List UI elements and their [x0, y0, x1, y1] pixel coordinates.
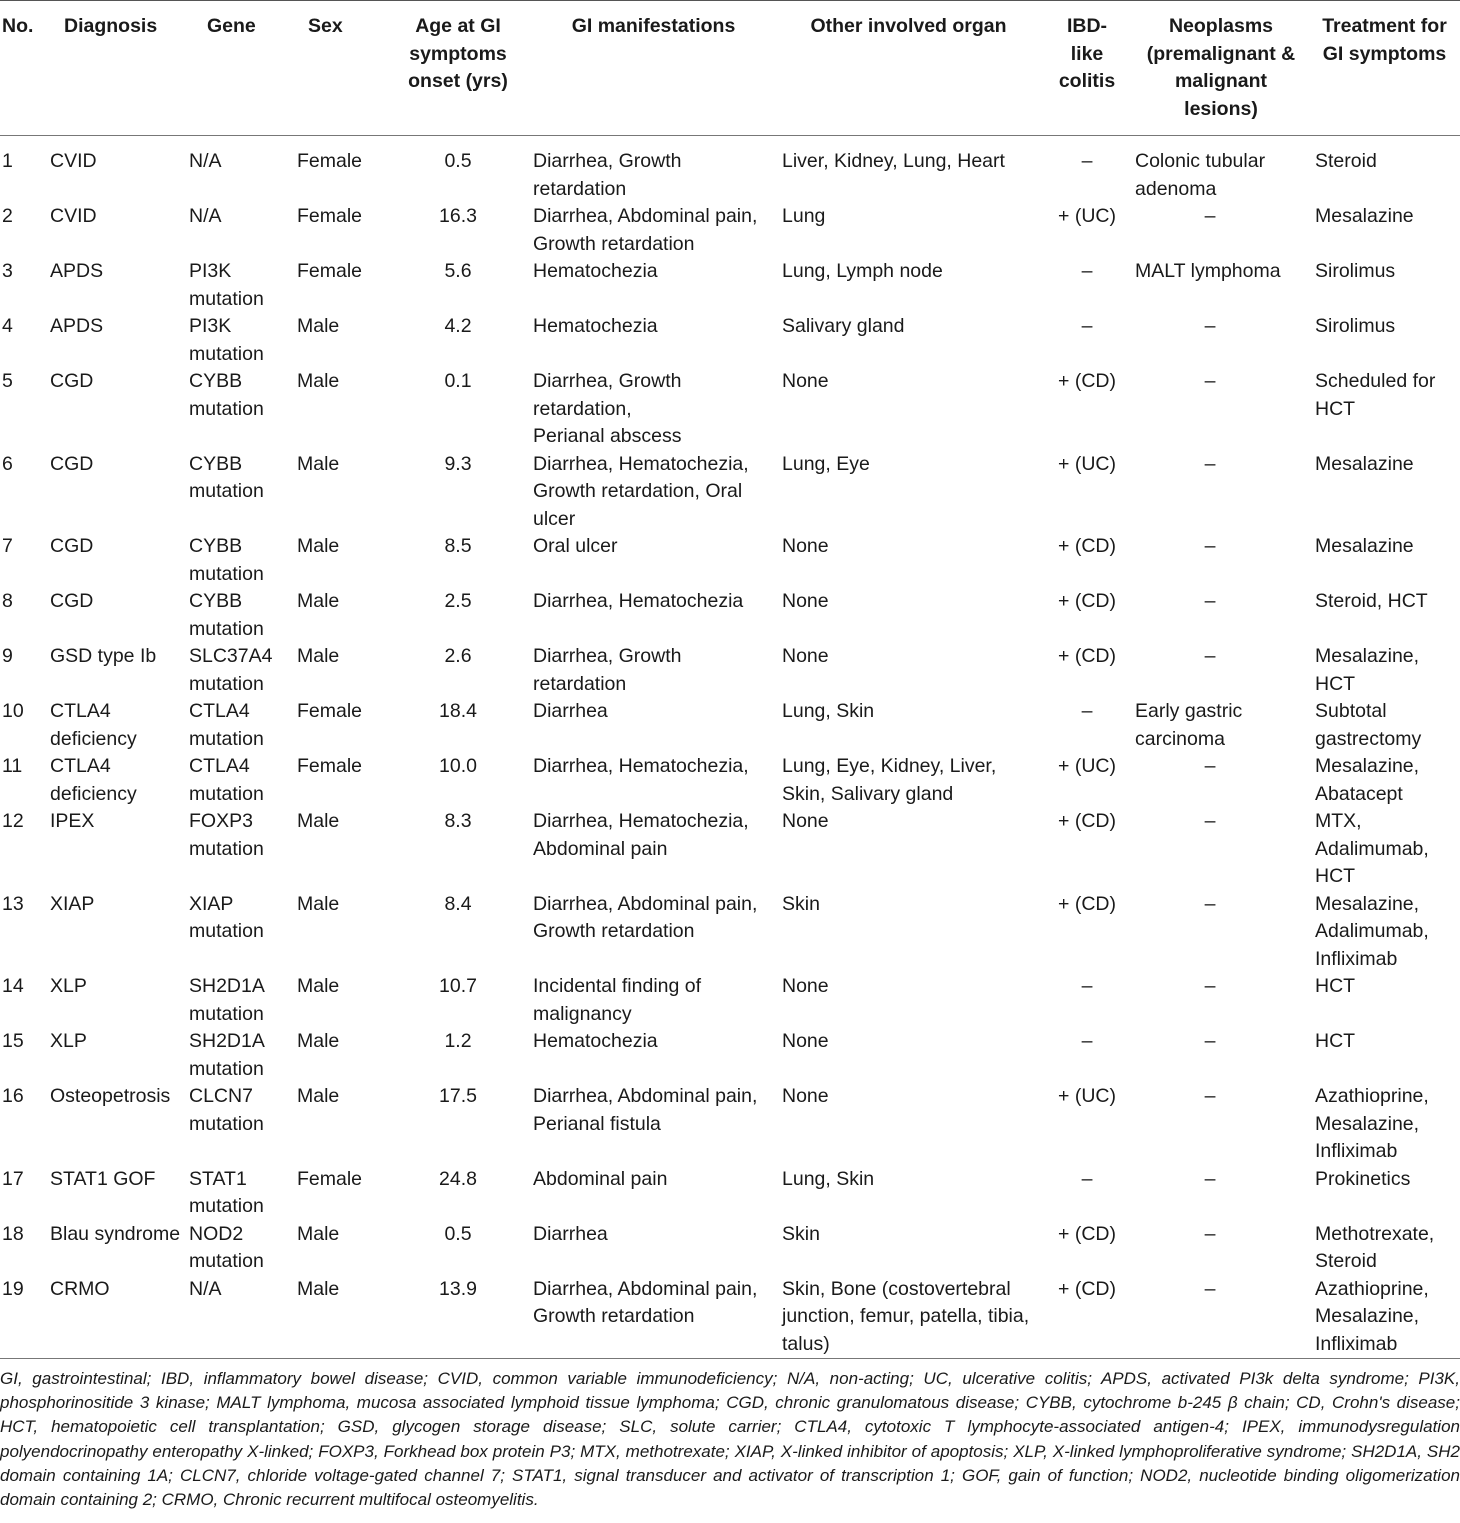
cell-age: 5.6 [444, 260, 472, 282]
cell-age: 24.8 [439, 1167, 477, 1190]
cell-sex: Female [297, 205, 363, 227]
cell-treatment: Sirolimus [1315, 315, 1396, 337]
cell-ibd: + (CD) [1058, 1277, 1116, 1300]
cell-other-organ: None [782, 370, 829, 392]
cell-ibd: – [1081, 975, 1093, 997]
cell-ibd: + (CD) [1058, 535, 1116, 557]
cell-other-organ: Lung, Eye [782, 452, 870, 475]
cell-treatment: Prokinetics [1315, 1167, 1411, 1190]
cell-diagnosis: CGD [50, 590, 94, 612]
table-body [0, 136, 1460, 1359]
table-row [0, 1221, 1460, 1276]
cell-treatment: Scheduled for HCT [1315, 370, 1436, 420]
cell-diagnosis: APDS [50, 260, 104, 282]
cell-sex: Female [297, 755, 363, 777]
cell-sex: Male [297, 315, 340, 337]
cell-age: 0.5 [444, 1222, 472, 1245]
cell-other-organ: Lung, Skin [782, 700, 875, 722]
header-age: Age at GI symptoms onset (yrs) [385, 1, 531, 136]
cell-gene: SH2D1A mutation [189, 1030, 264, 1080]
cell-other-organ: None [782, 1030, 829, 1052]
cell-neoplasm: Early gastric carcinoma [1135, 700, 1243, 750]
table-row [0, 1083, 1460, 1166]
cell-gi-manifestations: Diarrhea [533, 1222, 608, 1245]
table-row [0, 588, 1460, 643]
cell-no: 5 [2, 370, 13, 392]
header-ibd: IBD-like colitis [1041, 1, 1133, 136]
cell-age: 8.4 [444, 892, 472, 915]
cell-gi-manifestations: Abdominal pain [533, 1167, 668, 1190]
cell-gi-manifestations: Diarrhea, Growth retardation [533, 150, 682, 200]
cell-no: 11 [2, 755, 23, 777]
cell-no: 6 [2, 452, 13, 475]
cell-gi-manifestations: Diarrhea, Hematochezia, Abdominal pain [533, 810, 749, 860]
cell-neoplasm: – [1204, 452, 1216, 475]
cell-age: 13.9 [439, 1277, 477, 1300]
header-diagnosis: Diagnosis [50, 1, 187, 136]
cell-sex: Male [297, 370, 340, 392]
cell-age: 2.6 [444, 645, 472, 667]
cell-neoplasm: – [1204, 370, 1216, 392]
cell-treatment: Subtotal gastrectomy [1315, 700, 1422, 750]
table-row [0, 203, 1460, 258]
table-row [0, 1166, 1460, 1221]
cell-gi-manifestations: Diarrhea, Abdominal pain, Growth retardation [533, 205, 758, 255]
cell-age: 9.3 [444, 452, 472, 475]
cell-gi-manifestations: Diarrhea, Hematochezia [533, 590, 744, 612]
cell-sex: Male [297, 452, 340, 475]
cell-treatment: Azathioprine, Mesalazine, Infliximab [1315, 1085, 1429, 1162]
cell-gi-manifestations: Diarrhea, Growth retardation [533, 645, 682, 695]
cell-gene: CYBB mutation [189, 535, 264, 585]
cell-diagnosis: Blau syndrome [50, 1222, 181, 1245]
cell-no: 13 [2, 892, 24, 915]
cell-age: 0.5 [444, 150, 472, 172]
cell-other-organ: Liver, Kidney, Lung, Heart [782, 150, 1005, 172]
cell-no: 1 [2, 150, 13, 172]
cell-diagnosis: CGD [50, 535, 94, 557]
header-row [0, 1, 1460, 136]
cell-ibd: + (CD) [1058, 810, 1116, 832]
cell-other-organ: None [782, 590, 829, 612]
cell-no: 7 [2, 535, 13, 557]
cell-sex: Male [297, 1277, 340, 1300]
cell-diagnosis: XLP [50, 1030, 87, 1052]
cell-no: 9 [2, 645, 13, 667]
cell-neoplasm: – [1204, 590, 1216, 612]
cell-treatment: Mesalazine, Abatacept [1315, 755, 1420, 805]
cell-no: 12 [2, 810, 24, 832]
cell-other-organ: Lung, Eye, Kidney, Liver, Skin, Salivary gland [782, 755, 997, 805]
cell-sex: Male [297, 535, 340, 557]
cell-gene: XIAP mutation [189, 892, 264, 942]
cell-gene: SLC37A4 mutation [189, 645, 273, 695]
cell-no: 17 [2, 1167, 24, 1190]
table-row [0, 808, 1460, 891]
cell-gene: N/A [189, 150, 222, 172]
cell-gi-manifestations: Diarrhea, Abdominal pain, Growth retardation [533, 892, 758, 942]
table-row [0, 973, 1460, 1028]
cell-sex: Female [297, 150, 363, 172]
cell-neoplasm: – [1204, 1085, 1216, 1107]
cell-neoplasm: Colonic tubular adenoma [1135, 150, 1266, 200]
cell-diagnosis: CRMO [50, 1277, 110, 1300]
cell-gene: CTLA4 mutation [189, 755, 264, 805]
cell-treatment: Sirolimus [1315, 260, 1396, 282]
cell-age: 10.7 [439, 975, 477, 997]
cell-diagnosis: CVID [50, 150, 97, 172]
table-row [0, 643, 1460, 698]
footnote: GI, gastrointestinal; IBD, inflammatory bowel disease; CVID, common variable immunodeficiency; N/A, non-acting; UC, ulcerative colitis; APDS, activated PI3k delta syndrome; PI3K, phosphorinositide 3 kinase; MALT lymphoma, mucosa associated lymphoid tissue lymphoma; CGD, chronic granulomatous disease; CYBB, cytochrome b-245 β chain; CD, Crohn's disease; HCT, hematopoietic cell transplantation; GSD, glycogen storage disease; SLC, solute carrier; CTLA4, cytotoxic T lymphocyte-associated antigen-4; IPEX, immunodysregulation polyendocrinopathy enteropathy X-linked; FOXP3, Forkhead box protein P3; MTX, methotrexate; XIAP, X-linked inhibitor of apoptosis; XLP, X-linked lymphoproliferative syndrome; SH2D1A, SH2 domain containing 1A; CLCN7, chloride voltage-gated channel 7; STAT1, signal transducer and activator of transcription 1; GOF, gain of function; NOD2, nucleotide binding oligomerization domain containing 2; CRMO, Chronic recurrent multifocal osteomyelitis. [0, 1358, 1460, 1512]
cell-diagnosis: XIAP [50, 892, 95, 915]
cell-gene: CLCN7 mutation [189, 1085, 264, 1135]
cell-sex: Female [297, 260, 363, 282]
cell-neoplasm: – [1204, 1277, 1216, 1300]
cell-age: 1.2 [444, 1030, 472, 1052]
cell-treatment: Mesalazine, Adalimumab, Infliximab [1315, 892, 1429, 970]
cell-sex: Male [297, 590, 340, 612]
cell-ibd: + (CD) [1058, 645, 1116, 667]
cell-age: 2.5 [444, 590, 472, 612]
cell-other-organ: Salivary gland [782, 315, 905, 337]
cell-ibd: – [1081, 150, 1093, 172]
cell-treatment: Mesalazine, HCT [1315, 645, 1420, 695]
cell-ibd: – [1081, 315, 1093, 337]
cell-gi-manifestations: Hematochezia [533, 315, 658, 337]
cell-neoplasm: – [1204, 892, 1216, 915]
header-treatment: Treatment for GI symptoms [1309, 1, 1460, 136]
cell-sex: Male [297, 810, 340, 832]
cell-sex: Female [297, 1167, 363, 1190]
cell-neoplasm: – [1204, 535, 1216, 557]
header-gi-manifestations: GI manifestations [531, 1, 776, 136]
cell-neoplasm: – [1204, 645, 1216, 667]
cell-no: 10 [2, 700, 24, 722]
cell-age: 17.5 [439, 1085, 477, 1107]
cell-other-organ: None [782, 645, 829, 667]
cell-neoplasm: – [1204, 975, 1216, 997]
cell-diagnosis: STAT1 GOF [50, 1167, 156, 1190]
cell-sex: Male [297, 1030, 340, 1052]
cell-treatment: HCT [1315, 1030, 1356, 1052]
cell-ibd: + (CD) [1058, 590, 1116, 612]
cell-diagnosis: CVID [50, 205, 97, 227]
cell-no: 16 [2, 1085, 24, 1107]
cell-treatment: Azathioprine, Mesalazine, Infliximab [1315, 1277, 1429, 1355]
cell-age: 18.4 [439, 700, 477, 722]
cell-other-organ: None [782, 1085, 829, 1107]
cell-other-organ: Skin, Bone (costovertebral junction, femur, patella, tibia, talus) [782, 1277, 1030, 1355]
cell-no: 15 [2, 1030, 24, 1052]
cell-gi-manifestations: Diarrhea, Hematochezia, Growth retardation, Oral ulcer [533, 452, 749, 530]
cell-diagnosis: IPEX [50, 810, 95, 832]
cell-ibd: – [1081, 260, 1093, 282]
cell-other-organ: Lung [782, 205, 826, 227]
cell-age: 10.0 [439, 755, 477, 777]
cell-gi-manifestations: Incidental finding of malignancy [533, 975, 702, 1025]
table-row [0, 136, 1460, 204]
cell-ibd: + (UC) [1058, 755, 1116, 777]
cell-gene: SH2D1A mutation [189, 975, 264, 1025]
cell-other-organ: Skin [782, 892, 820, 915]
cell-neoplasm: MALT lymphoma [1135, 260, 1281, 282]
cell-gi-manifestations: Diarrhea [533, 700, 608, 722]
cell-treatment: MTX, Adalimumab, HCT [1315, 810, 1429, 887]
cell-gi-manifestations: Diarrhea, Hematochezia, [533, 755, 749, 777]
cell-diagnosis: APDS [50, 315, 104, 337]
cell-diagnosis: CGD [50, 452, 94, 475]
cell-diagnosis: CGD [50, 370, 94, 392]
cell-ibd: – [1081, 1030, 1093, 1052]
table-row [0, 1276, 1460, 1359]
cell-no: 8 [2, 590, 13, 612]
cell-other-organ: None [782, 810, 829, 832]
cell-other-organ: Skin [782, 1222, 820, 1245]
cell-neoplasm: – [1204, 315, 1216, 337]
cell-gene: CYBB mutation [189, 590, 264, 640]
cell-treatment: HCT [1315, 975, 1356, 997]
cell-neoplasm: – [1204, 1222, 1216, 1245]
cell-no: 18 [2, 1222, 24, 1245]
header-sex: Sex [295, 1, 385, 136]
cell-gi-manifestations: Diarrhea, Abdominal pain, Growth retardation [533, 1277, 758, 1327]
cell-treatment: Steroid, HCT [1315, 590, 1428, 612]
table-row [0, 1028, 1460, 1083]
cell-no: 2 [2, 205, 13, 227]
cell-diagnosis: CTLA4 deficiency [50, 755, 137, 805]
cell-gene: PI3K mutation [189, 315, 264, 365]
cell-treatment: Mesalazine [1315, 452, 1414, 475]
cell-no: 3 [2, 260, 13, 282]
cell-gene: FOXP3 mutation [189, 810, 264, 860]
cell-age: 16.3 [439, 205, 477, 227]
header-neoplasm: Neoplasms (premalignant & malignant lesions) [1133, 1, 1309, 136]
cell-ibd: – [1081, 700, 1093, 722]
table-row [0, 313, 1460, 368]
cell-gene: NOD2 mutation [189, 1222, 264, 1272]
cell-ibd: + (CD) [1058, 370, 1116, 392]
cell-neoplasm: – [1204, 205, 1216, 227]
cell-sex: Female [297, 700, 363, 722]
cell-gene: CYBB mutation [189, 452, 264, 502]
cell-gi-manifestations: Diarrhea, Growth retardation, Perianal abscess [533, 370, 682, 447]
cell-diagnosis: XLP [50, 975, 87, 997]
cell-gene: N/A [189, 205, 222, 227]
cell-diagnosis: GSD type Ib [50, 645, 157, 667]
cell-gene: STAT1 mutation [189, 1167, 264, 1217]
cell-ibd: + (UC) [1058, 1085, 1116, 1107]
cell-age: 0.1 [444, 370, 472, 392]
cell-other-organ: Lung, Lymph node [782, 260, 943, 282]
cell-other-organ: None [782, 975, 829, 997]
cell-ibd: + (UC) [1058, 205, 1116, 227]
cell-diagnosis: Osteopetrosis [50, 1085, 171, 1107]
table-row [0, 258, 1460, 313]
cell-no: 14 [2, 975, 24, 997]
cell-treatment: Steroid [1315, 150, 1377, 172]
header-other-organ: Other involved organ [776, 1, 1041, 136]
cell-gene: N/A [189, 1277, 222, 1300]
cell-neoplasm: – [1204, 810, 1216, 832]
table-row [0, 753, 1460, 808]
cell-sex: Male [297, 892, 340, 915]
cell-treatment: Mesalazine [1315, 205, 1414, 227]
cell-other-organ: Lung, Skin [782, 1167, 875, 1190]
table-row [0, 368, 1460, 451]
cell-treatment: Methotrexate, Steroid [1315, 1222, 1435, 1272]
cell-treatment: Mesalazine [1315, 535, 1414, 557]
cell-gi-manifestations: Hematochezia [533, 1030, 658, 1052]
table-row [0, 451, 1460, 534]
cell-neoplasm: – [1204, 1030, 1216, 1052]
cell-neoplasm: – [1204, 1167, 1216, 1190]
cell-age: 8.5 [444, 535, 472, 557]
cell-gi-manifestations: Diarrhea, Abdominal pain, Perianal fistula [533, 1085, 758, 1135]
cell-gi-manifestations: Oral ulcer [533, 535, 618, 557]
cell-ibd: + (CD) [1058, 1222, 1116, 1245]
cell-ibd: + (CD) [1058, 892, 1116, 915]
table-row [0, 891, 1460, 974]
cell-other-organ: None [782, 535, 829, 557]
cell-gene: CTLA4 mutation [189, 700, 264, 750]
header-no: No. [0, 1, 50, 136]
cell-gene: CYBB mutation [189, 370, 264, 420]
cell-age: 8.3 [444, 810, 472, 832]
cell-sex: Male [297, 975, 340, 997]
cell-ibd: + (UC) [1058, 452, 1116, 475]
cell-gene: PI3K mutation [189, 260, 264, 310]
cell-gi-manifestations: Hematochezia [533, 260, 658, 282]
cell-sex: Male [297, 645, 340, 667]
cell-no: 19 [2, 1277, 24, 1300]
cell-neoplasm: – [1204, 755, 1216, 777]
cell-sex: Male [297, 1222, 340, 1245]
cell-age: 4.2 [444, 315, 472, 337]
table-row [0, 698, 1460, 753]
cell-sex: Male [297, 1085, 340, 1107]
table-row [0, 533, 1460, 588]
cell-no: 4 [2, 315, 13, 337]
cell-ibd: – [1081, 1167, 1093, 1190]
cell-diagnosis: CTLA4 deficiency [50, 700, 137, 750]
header-gene: Gene [187, 1, 295, 136]
